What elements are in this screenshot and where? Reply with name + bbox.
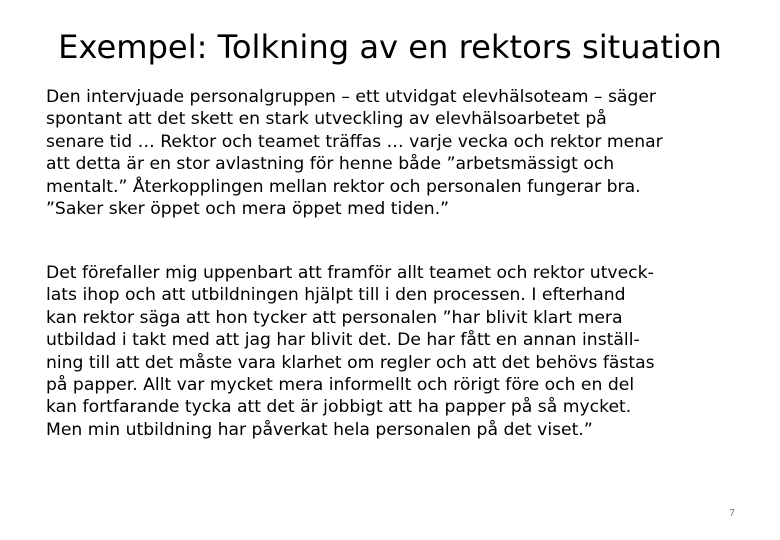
paragraph-line: kan rektor säga att hon tycker att personalen ”har blivit klart mera bbox=[46, 307, 623, 328]
page-number: 7 bbox=[728, 508, 736, 519]
paragraph-line: att detta är en stor avlastning för henne både ”arbetsmässigt och bbox=[46, 154, 615, 175]
paragraph-line: spontant att det skett en stark utveckling av elevhälsoarbetet på bbox=[46, 109, 607, 130]
paragraph-line: ”Saker sker öppet och mera öppet med tiden.” bbox=[46, 199, 450, 220]
paragraph-line: Den intervjuade personalgruppen – ett utvidgat elevhälsoteam – säger bbox=[46, 87, 656, 107]
paragraph-line: senare tid … Rektor och teamet träffas … varje vecka och rektor menar bbox=[46, 131, 663, 152]
slide-title: Exempel: Tolkning av en rektors situation bbox=[58, 28, 722, 66]
paragraph-line: Det förefaller mig uppenbart att framför allt teamet och rektor utveck- bbox=[46, 263, 654, 283]
paragraph-line: ning till att det måste vara klarhet om regler och att det behövs fästas bbox=[46, 352, 655, 373]
paragraph-line: Men min utbildning har påverkat hela personalen på det viset.” bbox=[46, 419, 593, 440]
paragraph-line: utbildad i takt med att jag har blivit det. De har fått en annan inställ- bbox=[46, 330, 640, 351]
paragraph-line: mentalt.” Återkopplingen mellan rektor och personalen fungerar bra. bbox=[46, 176, 641, 197]
paragraph-line: på papper. Allt var mycket mera informellt och rörigt före och en del bbox=[46, 375, 635, 396]
paragraph-line: lats ihop och att utbildningen hjälpt till i den processen. I efterhand bbox=[46, 285, 626, 306]
paragraph-line: kan fortfarande tycka att det är jobbigt att ha papper på så mycket. bbox=[46, 397, 632, 418]
paragraph-1 bbox=[46, 86, 663, 220]
paragraph-2 bbox=[46, 262, 655, 441]
